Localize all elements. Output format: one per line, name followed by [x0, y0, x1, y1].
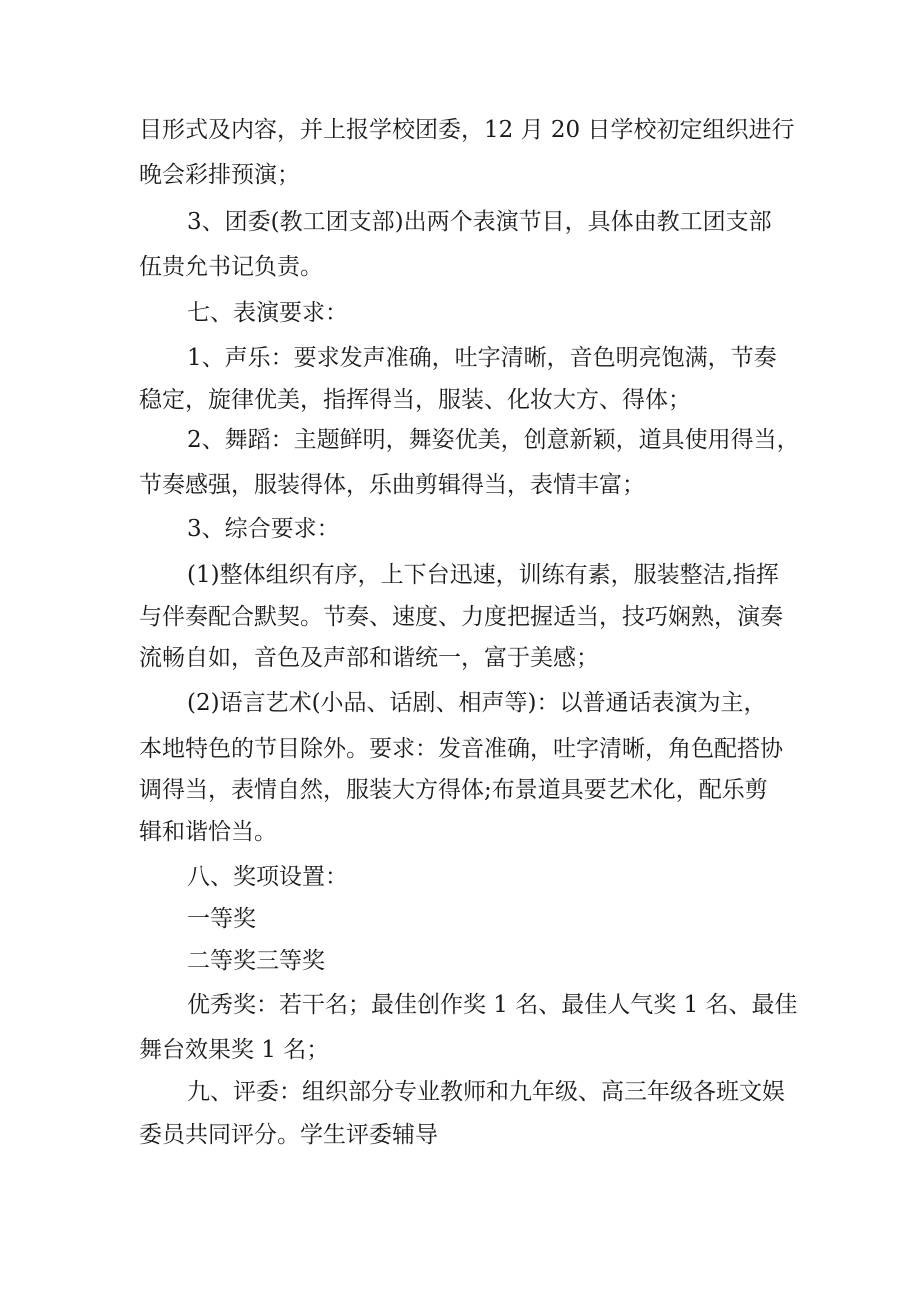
- text-line: 节奏感强，服装得体，乐曲剪辑得当，表情丰富；: [139, 472, 645, 498]
- text-line: 2、舞蹈：主题鲜明，舞姿优美，创意新颖，道具使用得当，: [187, 427, 800, 453]
- text-line: 流畅自如，音色及声部和谐统一，富于美感；: [139, 645, 599, 671]
- text-line: 舞台效果奖 1 名；: [139, 1037, 330, 1063]
- text-line: 委员共同评分。学生评委辅导: [139, 1122, 438, 1148]
- award-item: 二等奖三等奖: [187, 948, 325, 974]
- section-heading: 九、评委：组织部分专业教师和九年级、高三年级各班文娱: [187, 1079, 785, 1105]
- text-line: (1)整体组织有序，上下台迅速，训练有素，服装整洁,指挥: [187, 562, 779, 588]
- section-heading: 八、奖项设置：: [187, 864, 348, 890]
- text-line: (2)语言艺术(小品、话剧、相声等)：以普通话表演为主，: [187, 690, 767, 716]
- text-line: 优秀奖：若干名；最佳创作奖 1 名、最佳人气奖 1 名、最佳: [187, 992, 798, 1018]
- text-line: 目形式及内容，并上报学校团委，12 月 20 日学校初定组织进行: [139, 117, 795, 143]
- text-line: 调得当，表情自然，服装大方得体;布景道具要艺术化，配乐剪: [139, 777, 768, 803]
- section-heading: 七、表演要求：: [187, 300, 348, 326]
- text-line: 晚会彩排预演；: [139, 162, 300, 188]
- text-line: 辑和谐恰当。: [139, 819, 277, 845]
- text-line: 伍贵允书记负责。: [139, 254, 323, 280]
- text-line: 与伴奏配合默契。节奏、速度、力度把握适当，技巧娴熟，演奏: [139, 604, 783, 630]
- subsection-heading: 3、综合要求：: [187, 516, 340, 542]
- text-line: 本地特色的节目除外。要求：发音准确，吐字清晰，角色配搭协: [139, 736, 783, 762]
- award-item: 一等奖: [187, 906, 256, 932]
- text-line: 1、声乐：要求发声准确，吐字清晰，音色明亮饱满，节奏: [187, 345, 777, 371]
- text-line: 稳定，旋律优美，指挥得当，服装、化妆大方、得体；: [139, 387, 691, 413]
- text-line: 3、团委(教工团支部)出两个表演节目，具体由教工团支部: [187, 209, 772, 235]
